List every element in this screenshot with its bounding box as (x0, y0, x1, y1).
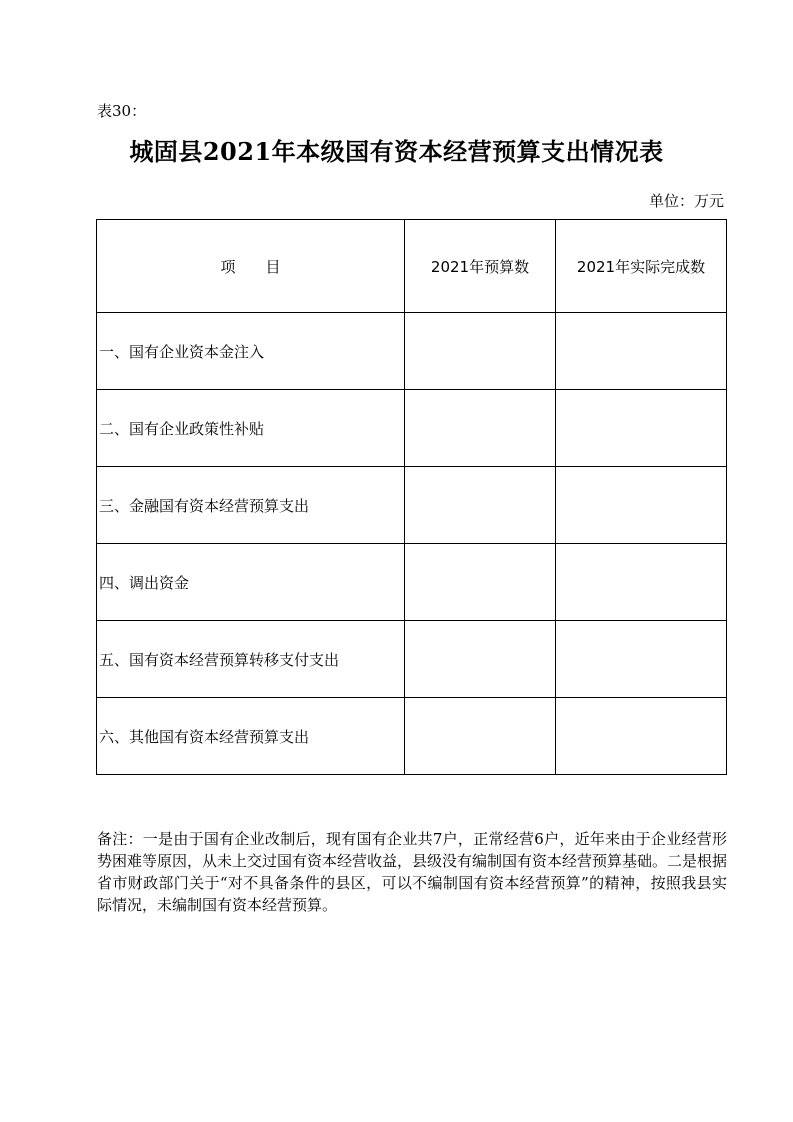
row-actual-value (556, 467, 727, 544)
footnote: 备注：一是由于国有企业改制后，现有国有企业共7户，正常经营6户，近年来由于企业经营形势困难等原因，从未上交过国有资本经营收益，县级没有编制国有资本经营预算基础。二是根据省市财政部门关于“对不具备条件的县区，可以不编制国有资本经营预算”的精神，按照我县实际情况，未编制国有资本经营预算。 (97, 830, 728, 914)
table-row (97, 467, 727, 544)
row-budget-value (405, 313, 556, 390)
table-row (97, 313, 727, 390)
table-row (97, 390, 727, 467)
page-title: 城固县2021年本级国有资本经营预算支出情况表 (129, 137, 664, 166)
row-item-label: 二、国有企业政策性补贴 (97, 390, 405, 467)
header-budget: 2021年预算数 (405, 220, 556, 313)
row-item-label: 三、金融国有资本经营预算支出 (97, 467, 405, 544)
row-item-label: 一、国有企业资本金注入 (97, 313, 405, 390)
row-actual-value (556, 390, 727, 467)
row-actual-value (556, 544, 727, 621)
row-actual-value (556, 313, 727, 390)
header-item: 项 目 (97, 220, 405, 313)
table-number-label: 表30： (97, 102, 147, 120)
row-item-label: 五、国有资本经营预算转移支付支出 (97, 621, 405, 698)
budget-table (96, 219, 727, 775)
row-item-label: 四、调出资金 (97, 544, 405, 621)
table-row (97, 621, 727, 698)
row-budget-value (405, 390, 556, 467)
row-budget-value (405, 621, 556, 698)
unit-label: 单位：万元 (648, 192, 724, 210)
row-budget-value (405, 467, 556, 544)
table-row (97, 544, 727, 621)
table-row (97, 698, 727, 775)
row-item-label: 六、其他国有资本经营预算支出 (97, 698, 405, 775)
row-actual-value (556, 621, 727, 698)
row-actual-value (556, 698, 727, 775)
header-actual: 2021年实际完成数 (556, 220, 727, 313)
table-header-row (97, 220, 727, 313)
row-budget-value (405, 544, 556, 621)
row-budget-value (405, 698, 556, 775)
